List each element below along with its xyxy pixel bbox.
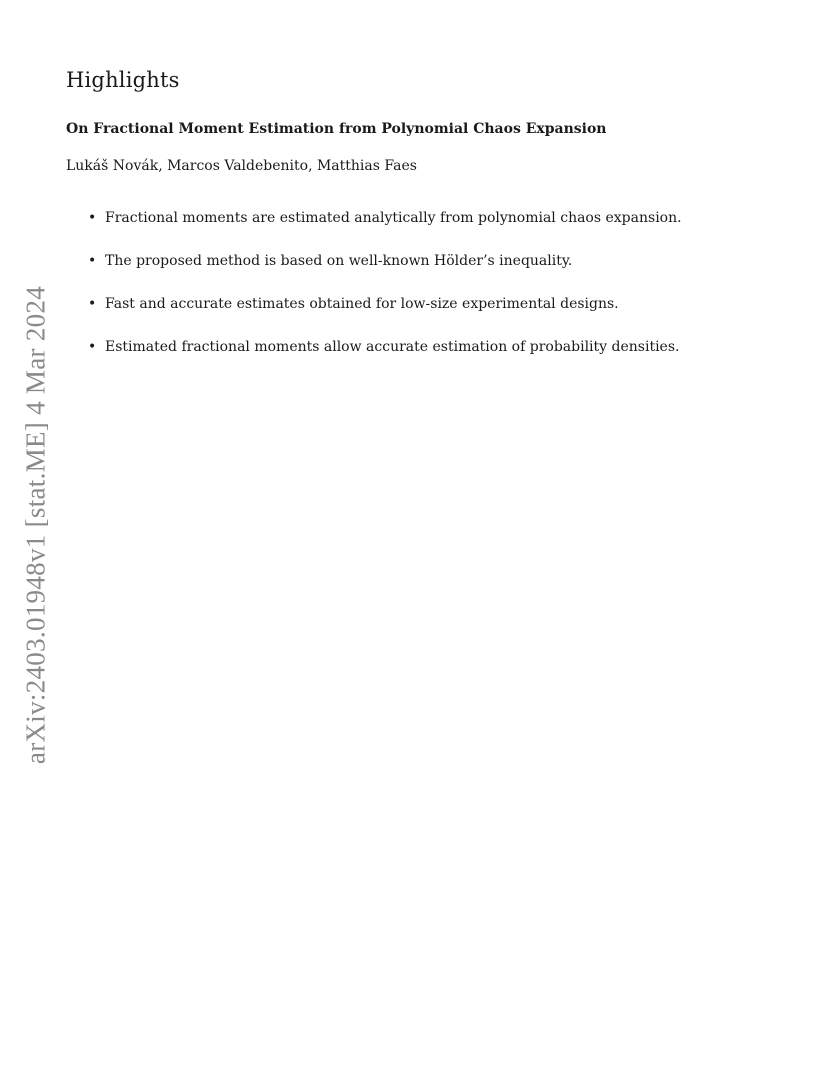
author-list: Lukáš Novák, Marcos Valdebenito, Matthias Faes bbox=[66, 158, 417, 174]
bullet-icon: • bbox=[88, 296, 97, 312]
highlight-item bbox=[66, 208, 682, 251]
highlight-item bbox=[66, 337, 682, 380]
highlight-item bbox=[66, 294, 682, 337]
arxiv-identifier-stamp: arXiv:2403.01948v1 [stat.ME] 4 Mar 2024 bbox=[20, 285, 51, 765]
highlights-list bbox=[66, 208, 682, 380]
highlight-text: Fractional moments are estimated analytically from polynomial chaos expansion. bbox=[105, 210, 682, 226]
bullet-icon: • bbox=[88, 339, 97, 355]
bullet-icon: • bbox=[88, 253, 97, 269]
highlights-heading: Highlights bbox=[66, 68, 180, 92]
bullet-icon: • bbox=[88, 210, 97, 226]
highlight-text: Estimated fractional moments allow accurate estimation of probability densities. bbox=[105, 339, 680, 355]
highlight-text: The proposed method is based on well-known Hölder’s inequality. bbox=[105, 253, 573, 269]
highlight-text: Fast and accurate estimates obtained for low-size experimental designs. bbox=[105, 296, 619, 312]
highlight-item bbox=[66, 251, 682, 294]
paper-title: On Fractional Moment Estimation from Polynomial Chaos Expansion bbox=[66, 121, 607, 137]
